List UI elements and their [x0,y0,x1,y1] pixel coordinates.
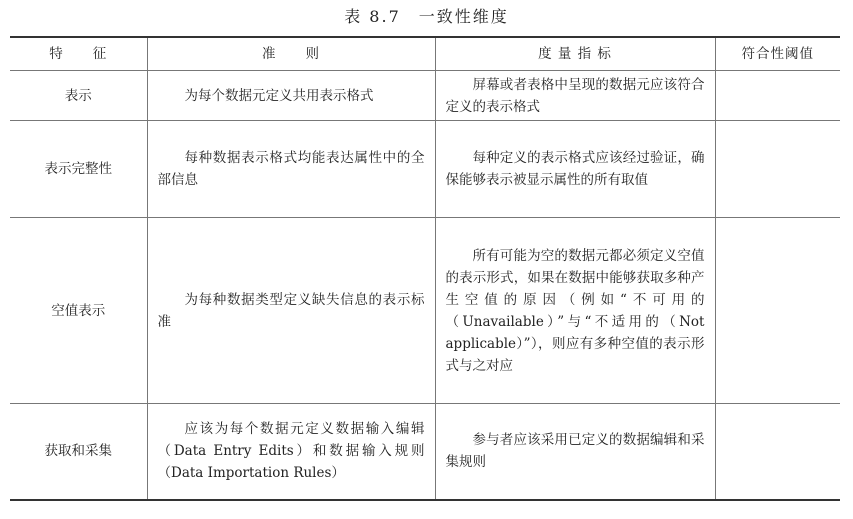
criterion-cell: 应该为每个数据元定义数据输入编辑（Data Entry Edits）和数据输入规则（Data Importation Rules） [147,404,435,500]
measure-cell: 参与者应该采用已定义的数据编辑和采集规则 [435,404,715,500]
header-feature: 特 征 [10,37,147,71]
criterion-cell: 为每种数据类型定义缺失信息的表示标准 [147,218,435,404]
header-row [10,37,840,71]
header-criterion: 准 则 [147,37,435,71]
feature-cell: 获取和采集 [10,404,147,500]
threshold-cell [715,121,840,218]
threshold-cell [715,71,840,121]
measure-cell: 每种定义的表示格式应该经过验证，确保能够表示被显示属性的所有取值 [435,121,715,218]
criterion-cell: 为每个数据元定义共用表示格式 [147,71,435,121]
threshold-cell [715,404,840,500]
criterion-cell: 每种数据表示格式均能表达属性中的全部信息 [147,121,435,218]
threshold-cell [715,218,840,404]
feature-cell: 表示 [10,71,147,121]
measure-cell: 所有可能为空的数据元都必须定义空值的表示形式，如果在数据中能够获取多种产生空值的原因（例如“不可用的（Unavailable）”与“不适用的（Not applicable）”），则应有多种空值的表示形式与之对应 [435,218,715,404]
header-measure: 度 量 指 标 [435,37,715,71]
measure-cell: 屏幕或者表格中呈现的数据元应该符合定义的表示格式 [435,71,715,121]
feature-cell: 空值表示 [10,218,147,404]
table-caption: 表 8.7 一致性维度 [344,7,509,26]
table-row [10,121,840,218]
table-row [10,71,840,121]
table-row [10,404,840,500]
table-row [10,218,840,404]
consistency-dimension-table [10,36,840,501]
header-threshold: 符合性阈值 [715,37,840,71]
feature-cell: 表示完整性 [10,121,147,218]
